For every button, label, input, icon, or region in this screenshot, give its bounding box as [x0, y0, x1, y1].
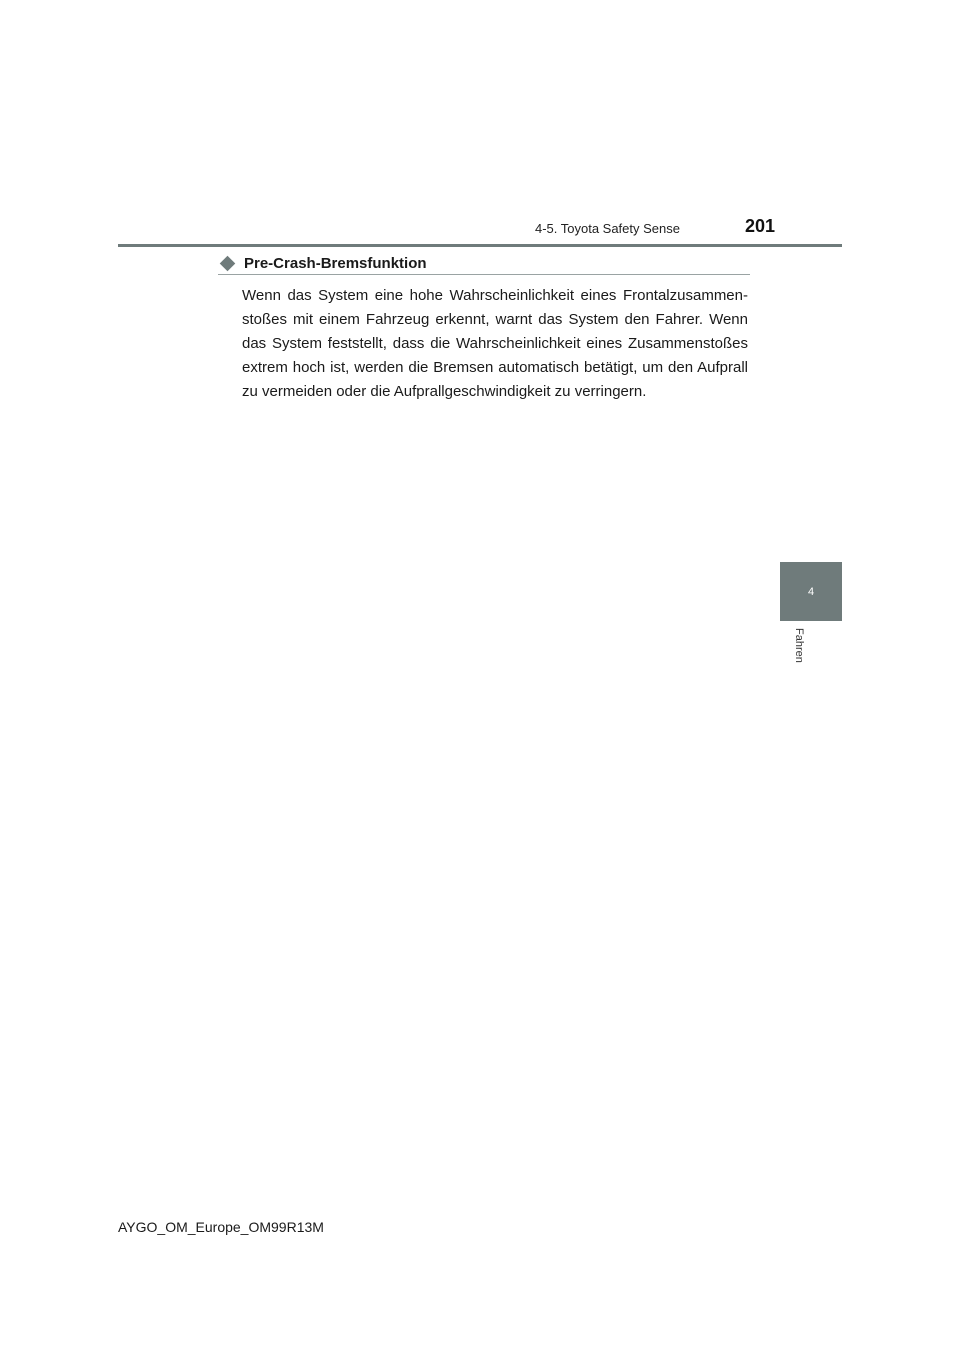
- chapter-name: Fahren: [793, 628, 805, 663]
- chapter-number: 4: [807, 585, 815, 598]
- document-id: AYGO_OM_Europe_OM99R13M: [118, 1219, 324, 1235]
- chapter-tab: [780, 562, 842, 621]
- subsection-heading: [218, 252, 750, 275]
- header-divider: [118, 244, 842, 247]
- page-number: 201: [744, 216, 775, 236]
- diamond-bullet-icon: [220, 255, 236, 271]
- body-paragraph: Wenn das System eine hohe Wahrscheinlichkeit eines Frontalzusammenstoßes mit einem Fahrzeug erkennt, warnt das System den Fahrer. Wenn das System feststellt, dass die Wahrscheinlichkeit eines Zusammenstoßes extrem hoch ist, werden die Bremsen automatisch betätigt, um den Aufprall zu vermeiden oder die Aufprallgeschwindigkeit zu verringern.: [242, 287, 748, 400]
- heading-text: Pre-Crash-Bremsfunktion: [244, 254, 427, 272]
- section-title: 4-5. Toyota Safety Sense: [534, 221, 680, 236]
